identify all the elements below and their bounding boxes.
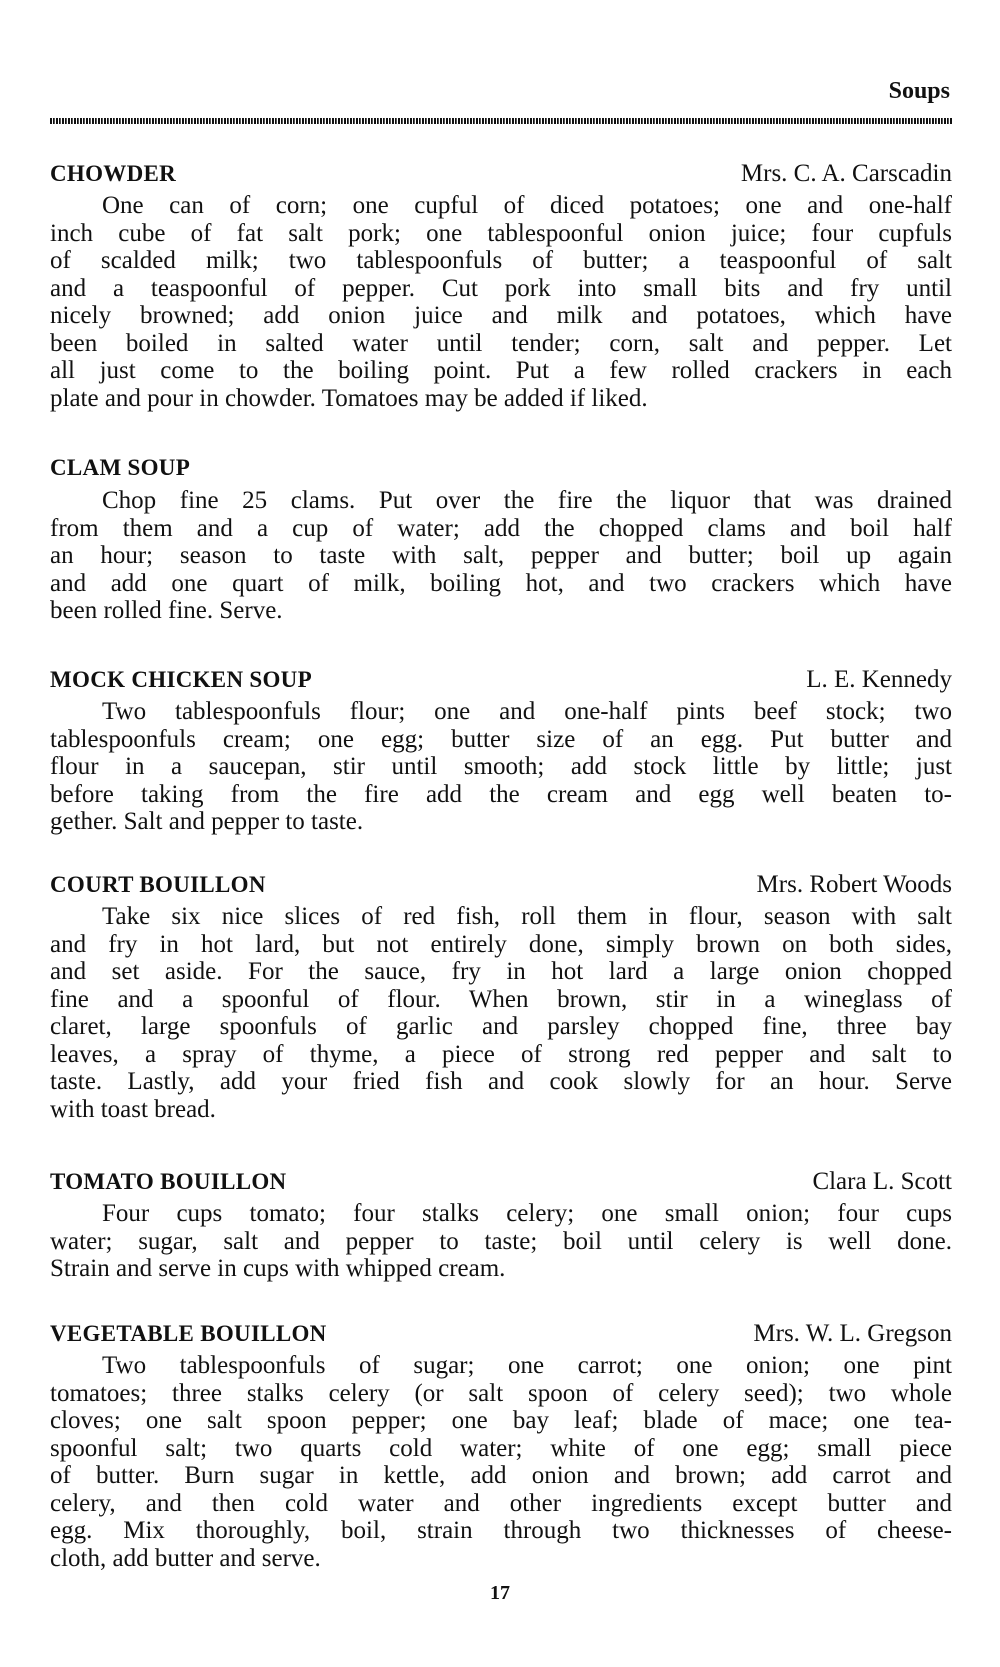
text-line: from them and a cup of water; add the chopped clams and boil half: [50, 514, 952, 542]
recipe-author: L. E. Kennedy: [806, 666, 952, 693]
recipe-author: Clara L. Scott: [812, 1168, 952, 1195]
text-line: been rolled fine. Serve.: [50, 597, 283, 624]
text-line: Four cups tomato; four stalks celery; one small onion; four cups: [102, 1200, 952, 1227]
recipe-body: [50, 1352, 952, 1572]
text-line: celery, and then cold water and other ingredients except butter and: [50, 1489, 952, 1517]
ornamental-rule: [50, 118, 952, 124]
text-line: of scalded milk; two tablespoonfuls of butter; a teaspoonful of salt: [50, 247, 952, 274]
text-line: Chop fine 25 clams. Put over the fire the liquor that was drained: [102, 487, 952, 514]
recipe-body: [50, 192, 952, 412]
text-line: leaves, a spray of thyme, a piece of strong red pepper and salt to: [50, 1040, 952, 1068]
text-line: plate and pour in chowder. Tomatoes may be added if liked.: [50, 384, 648, 412]
recipe-chowder: [50, 160, 952, 412]
text-line: cloves; one salt spoon pepper; one bay leaf; blade of mace; one tea-: [50, 1407, 952, 1434]
text-line: tomatoes; three stalks celery (or salt spoon of celery seed); two whole: [50, 1379, 952, 1407]
text-line: claret, large spoonfuls of garlic and parsley chopped fine, three bay: [50, 1013, 952, 1040]
recipe-header: [50, 1320, 952, 1350]
text-line: Strain and serve in cups with whipped cream.: [50, 1255, 506, 1282]
recipe-court-bouillon: [50, 871, 952, 1123]
text-line: inch cube of fat salt pork; one tablespoonful onion juice; four cupfuls: [50, 219, 952, 247]
text-line: all just come to the boiling point. Put a few rolled crackers in each: [50, 357, 952, 384]
text-line: egg. Mix thoroughly, boil, strain through two thicknesses of cheese-: [50, 1517, 952, 1544]
recipe-title: CLAM SOUP: [50, 455, 191, 480]
text-line: and add one quart of milk, boiling hot, and two crackers which have: [50, 569, 952, 597]
recipe-tomato-bouillon: [50, 1168, 952, 1283]
text-line: water; sugar, salt and pepper to taste; boil until celery is well done.: [50, 1227, 952, 1255]
recipe-title: CHOWDER: [50, 161, 177, 186]
text-line: nicely browned; add onion juice and milk and potatoes, which have: [50, 302, 952, 329]
recipe-clam-soup: [50, 455, 952, 625]
page-number: 17: [490, 1582, 510, 1604]
text-line: been boiled in salted water until tender; corn, salt and pepper. Let: [50, 329, 952, 357]
recipe-body: [50, 1200, 952, 1283]
text-line: an hour; season to taste with salt, pepper and butter; boil up again: [50, 542, 952, 569]
recipe-body: [50, 698, 952, 836]
text-line: Two tablespoonfuls flour; one and one-half pints beef stock; two: [102, 698, 952, 725]
recipe-body: [50, 487, 952, 625]
text-line: before taking from the fire add the cream and egg well beaten to-: [50, 780, 952, 808]
recipe-header: [50, 1168, 952, 1198]
recipe-title: TOMATO BOUILLON: [50, 1169, 287, 1194]
text-line: and a teaspoonful of pepper. Cut pork into small bits and fry until: [50, 274, 952, 302]
recipe-vegetable-bouillon: [50, 1320, 952, 1572]
running-head: Soups: [888, 78, 950, 104]
text-line: fine and a spoonful of flour. When brown, stir in a wineglass of: [50, 985, 952, 1013]
recipe-header: [50, 871, 952, 901]
text-line: Two tablespoonfuls of sugar; one carrot; one onion; one pint: [102, 1352, 952, 1379]
recipe-author: Mrs. Robert Woods: [756, 871, 952, 898]
text-line: and set aside. For the sauce, fry in hot lard a large onion chopped: [50, 958, 952, 985]
recipe-author: Mrs. W. L. Gregson: [753, 1320, 952, 1347]
text-line: with toast bread.: [50, 1095, 216, 1123]
recipe-title: VEGETABLE BOUILLON: [50, 1321, 327, 1346]
text-line: and fry in hot lard, but not entirely done, simply brown on both sides,: [50, 930, 952, 958]
text-line: tablespoonfuls cream; one egg; butter size of an egg. Put butter and: [50, 725, 952, 753]
text-line: One can of corn; one cupful of diced potatoes; one and one-half: [102, 192, 952, 219]
text-line: cloth, add butter and serve.: [50, 1544, 321, 1572]
recipe-header: [50, 455, 952, 485]
text-line: gether. Salt and pepper to taste.: [50, 808, 364, 835]
recipe-mock-chicken-soup: [50, 666, 952, 836]
recipe-header: [50, 666, 952, 696]
recipe-header: [50, 160, 952, 190]
text-line: taste. Lastly, add your fried fish and cook slowly for an hour. Serve: [50, 1068, 952, 1095]
recipe-title: COURT BOUILLON: [50, 872, 266, 897]
text-line: of butter. Burn sugar in kettle, add onion and brown; add carrot and: [50, 1462, 952, 1489]
text-line: Take six nice slices of red fish, roll them in flour, season with salt: [102, 903, 952, 930]
recipe-body: [50, 903, 952, 1123]
text-line: spoonful salt; two quarts cold water; white of one egg; small piece: [50, 1434, 952, 1462]
recipe-author: Mrs. C. A. Carscadin: [740, 160, 952, 187]
text-line: flour in a saucepan, stir until smooth; add stock little by little; just: [50, 753, 952, 780]
recipe-title: MOCK CHICKEN SOUP: [50, 667, 312, 692]
